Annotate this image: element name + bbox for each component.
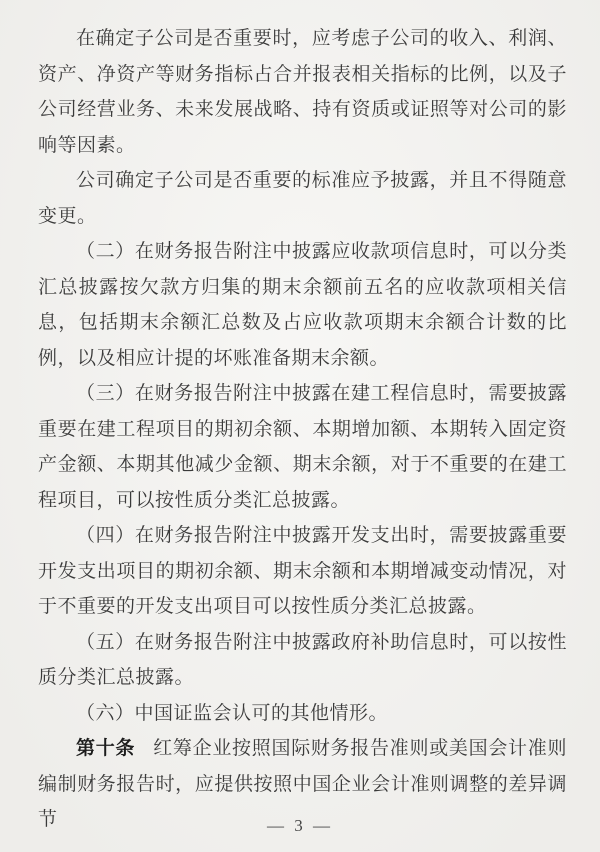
para-subsidiary-importance-factors: 在确定子公司是否重要时，应考虑子公司的收入、利润、资产、净资产等财务指标占合并报表相关指标的比例，以及子公司经营业务、未来发展战略、持有资质或证照等对公司的影响等因素。 bbox=[38, 28, 567, 156]
para-item-5-government-subsidies: （五）在财务报告附注中披露政府补助信息时，可以按性质分类汇总披露。 bbox=[38, 631, 567, 688]
page-number: — 3 — bbox=[267, 816, 333, 835]
article-10-text: 红筹企业按照国际财务报告准则或美国会计准则编制财务报告时，应提供按照中国企业会计准则调整的差异调节 bbox=[38, 738, 567, 830]
article-10-heading: 第十条 bbox=[76, 738, 136, 759]
para-item-4-development-expenditure: （四）在财务报告附注中披露开发支出时，需要披露重要开发支出项目的期初余额、期末余额和本期增减变动情况，对于不重要的开发支出项目可以按性质分类汇总披露。 bbox=[38, 525, 567, 617]
para-item-3-construction-in-progress: （三）在财务报告附注中披露在建工程信息时，需要披露重要在建工程项目的期初余额、本期增加额、本期转入固定资产金额、本期其他减少金额、期末余额，对于不重要的在建工程项目，可以按性质分类汇总披露。 bbox=[38, 383, 567, 511]
document-body bbox=[38, 21, 567, 838]
para-disclosure-standard: 公司确定子公司是否重要的标准应予披露，并且不得随意变更。 bbox=[38, 170, 567, 227]
para-item-2-receivables: （二）在财务报告附注中披露应收款项信息时，可以分类汇总披露按欠款方归集的期末余额前五名的应收款项相关信息，包括期末余额汇总数及占应收款项期末余额合计数的比例，以及相应计提的坏账准备期末余额。 bbox=[38, 241, 567, 369]
para-item-6-other-circumstances: （六）中国证监会认可的其他情形。 bbox=[76, 702, 389, 724]
